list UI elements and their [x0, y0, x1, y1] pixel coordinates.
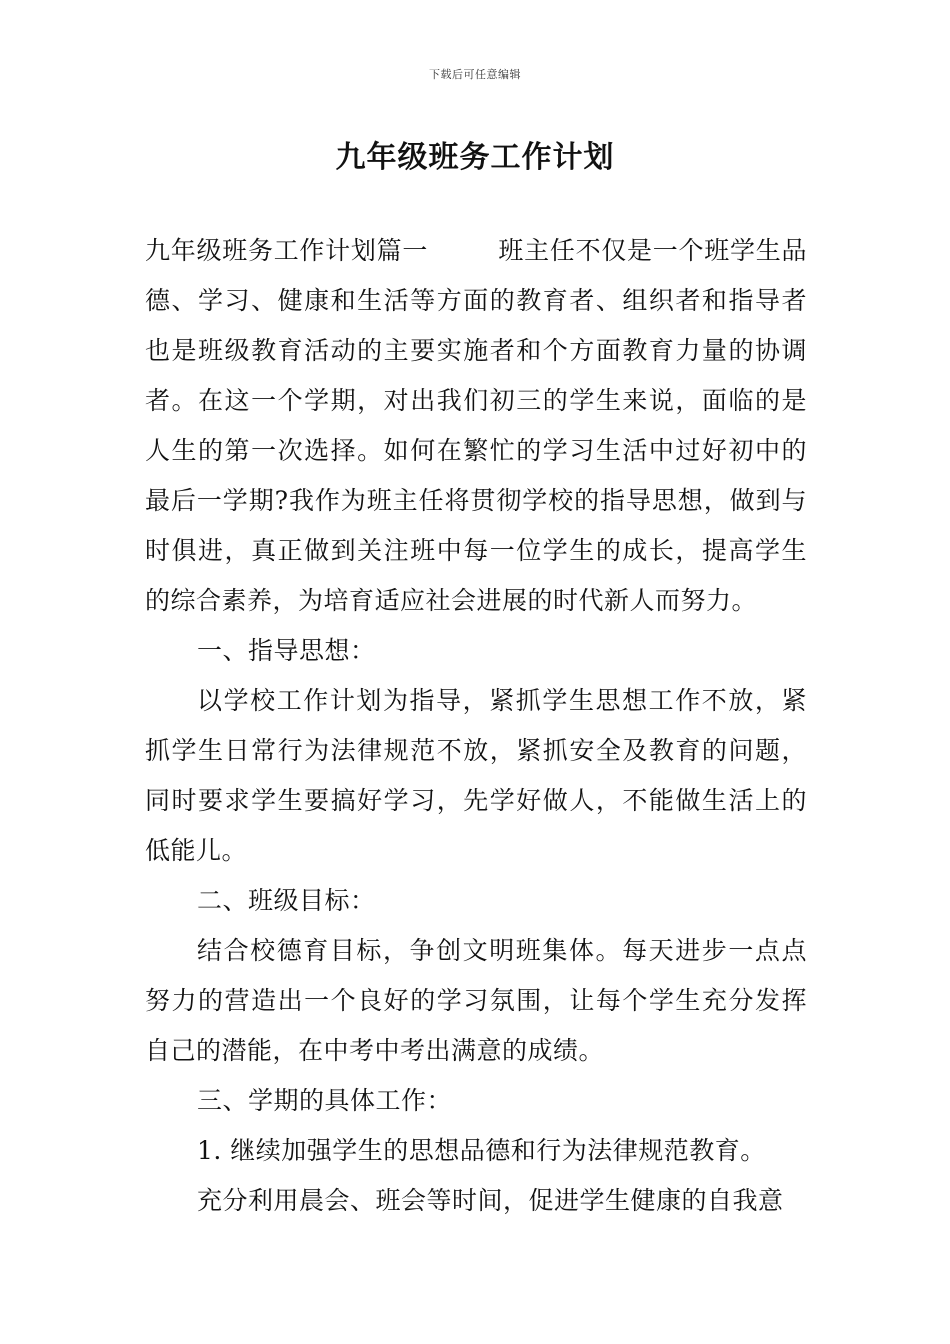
intro-heading: 九年级班务工作计划篇一	[145, 236, 429, 265]
section-3-item-1-body: 充分利用晨会、班会等时间，促进学生健康的自我意	[197, 1186, 784, 1215]
section-1-body: 以学校工作计划为指导，紧抓学生思想工作不放，紧抓学生日常行为法律规范不放，紧抓安全及教育的问题，同时要求学生要搞好学习，先学好做人，不能做生活上的低能儿。	[145, 686, 807, 865]
intro-paragraph	[145, 226, 807, 626]
section-3-heading: 三、学期的具体工作：	[197, 1086, 453, 1115]
document-title: 九年级班务工作计划	[335, 140, 615, 175]
intro-text: 班主任不仅是一个班学生品德、学习、健康和生活等方面的教育者、组织者和指导者也是班级教育活动的主要实施者和个方面教育力量的协调者。在这一个学期，对出我们初三的学生来说，面临的是人生的第一次选择。如何在繁忙的学习生活中过好初中的最后一学期?我作为班主任将贯彻学校的指导思想，做到与时俱进，真正做到关注班中每一位学生的成长，提高学生的综合素养，为培育适应社会进展的时代新人而努力。	[145, 236, 807, 615]
document-body	[145, 226, 807, 1226]
header-note: 下载后可任意编辑	[429, 68, 521, 81]
section-2-body: 结合校德育目标，争创文明班集体。每天进步一点点努力的营造出一个良好的学习氛围，让每个学生充分发挥自己的潜能，在中考中考出满意的成绩。	[145, 936, 807, 1065]
section-3-item-1: 1. 继续加强学生的思想品德和行为法律规范教育。	[197, 1136, 766, 1165]
section-2-heading: 二、班级目标：	[197, 886, 376, 915]
section-1-heading: 一、指导思想：	[197, 636, 376, 665]
